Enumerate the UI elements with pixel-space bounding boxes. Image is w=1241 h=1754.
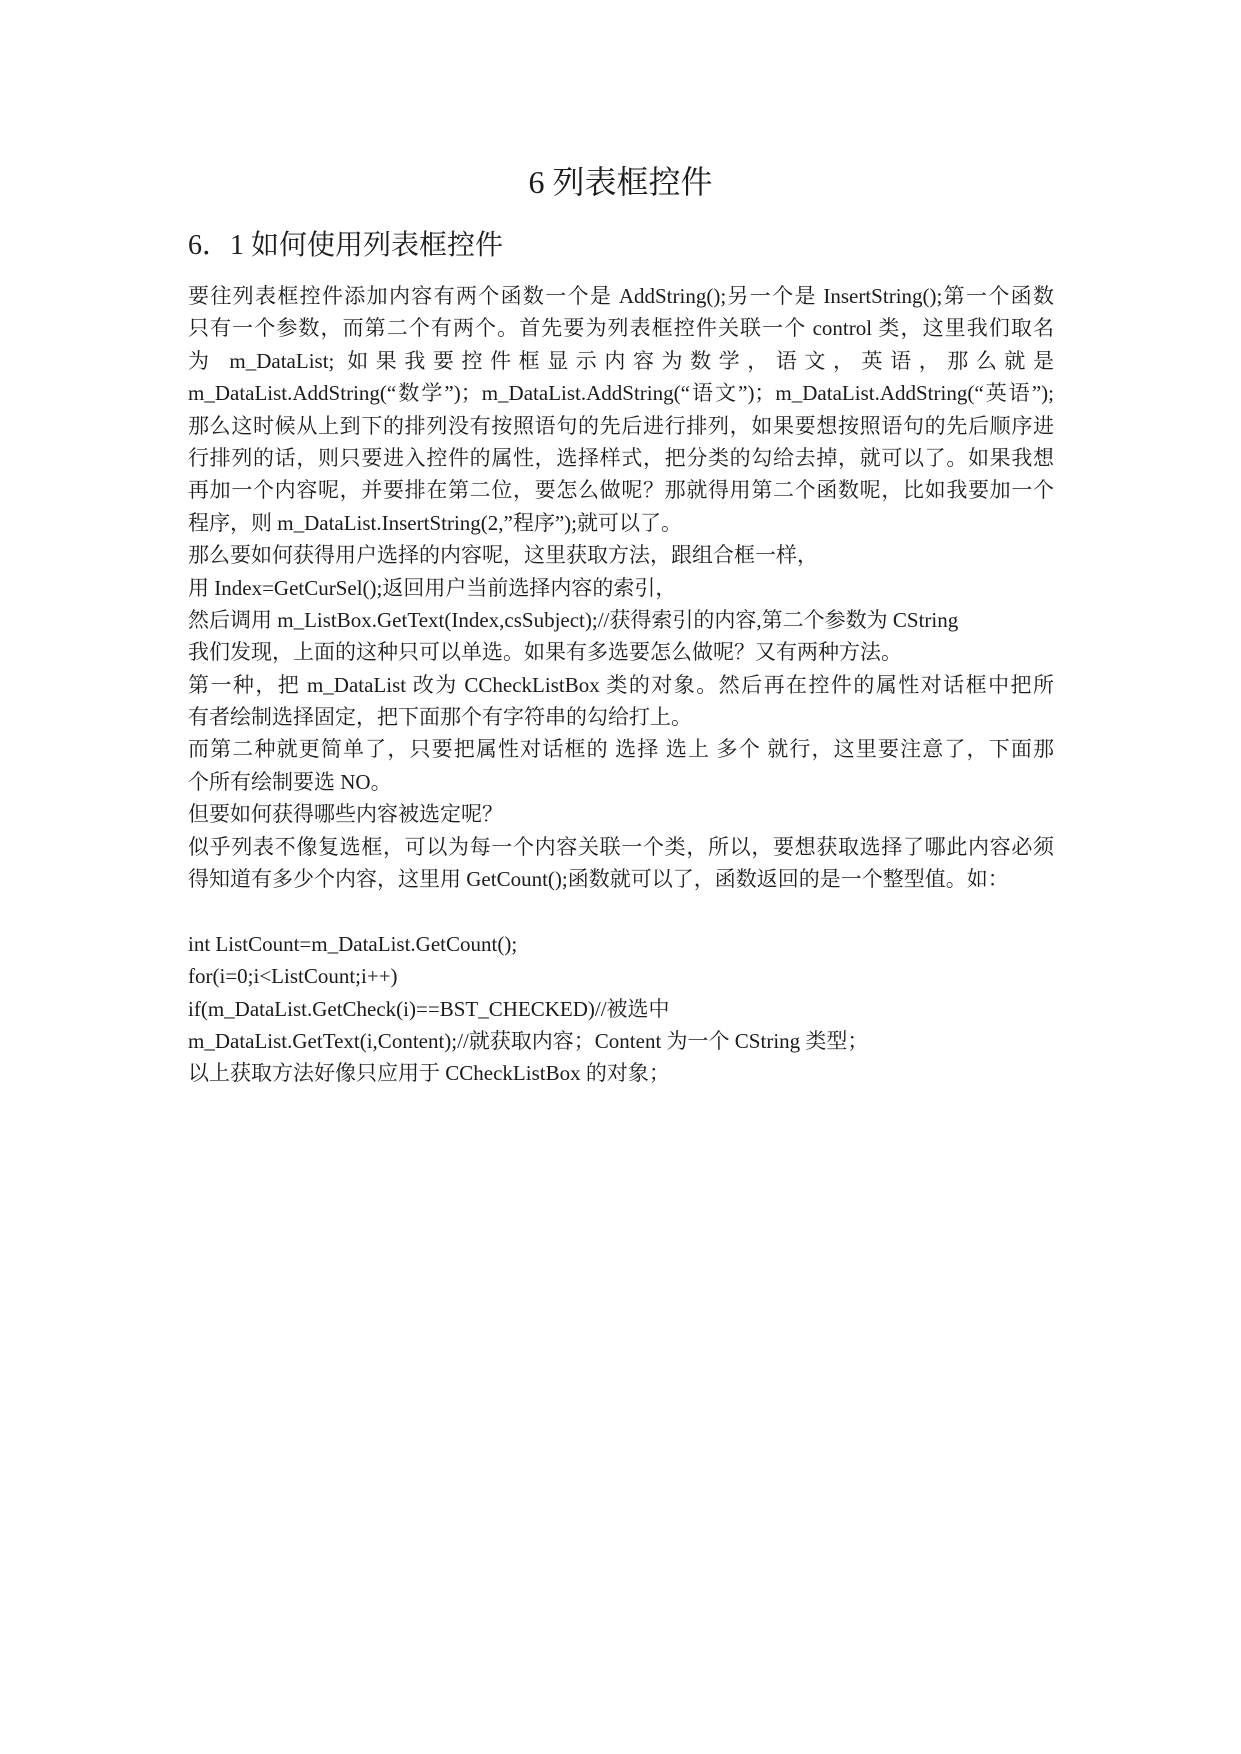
paragraph-line: 用 Index=GetCurSel();返回用户当前选择内容的索引， [188, 575, 677, 600]
paragraph-line: 但要如何获得哪些内容被选定呢？ [188, 802, 503, 827]
code-line: if(m_DataList.GetCheck(i)==BST_CHECKED)//被选中 [188, 996, 670, 1021]
paragraph-line: 只有一个参数，而第二个有两个。首先要为列表框控件关联一个 control 类，这里我们取名 [188, 316, 1054, 341]
code-line: int ListCount=m_DataList.GetCount(); [188, 931, 518, 956]
paragraph-line: 得知道有多少个内容，这里用 GetCount();函数就可以了，函数返回的是一个整型值。如： [188, 867, 1009, 892]
section-heading: 6．1 如何使用列表框控件 [188, 230, 504, 261]
paragraph-line: 似乎列表不像复选框，可以为每一个内容关联一个类，所以，要想获取选择了哪此内容必须 [188, 834, 1054, 859]
paragraph-line: 再加一个内容呢，并要排在第二位，要怎么做呢？那就得用第二个函数呢，比如我要加一个 [188, 478, 1054, 503]
page-title: 6 列表框控件 [528, 164, 713, 200]
paragraph-line: 要往列表框控件添加内容有两个函数一个是 AddString();另一个是 InsertString();第一个函数 [188, 284, 1054, 308]
paragraph-line: 行排列的话，则只要进入控件的属性，选择样式，把分类的勾给去掉，就可以了。如果我想 [188, 445, 1054, 470]
paragraph-line: 然后调用 m_ListBox.GetText(Index,csSubject);//获得索引的内容,第二个参数为 CString [188, 607, 959, 632]
blank-line [188, 895, 1054, 927]
code-line: for(i=0;i<ListCount;i++) [188, 964, 398, 989]
paragraph-line: 而第二种就更简单了，只要把属性对话框的 选择 选上 多个 就行，这里要注意了，下面那 [188, 737, 1054, 762]
code-line: m_DataList.GetText(i,Content);//就获取内容；Content 为一个 CString 类型； [188, 1028, 869, 1053]
paragraph-line: 个所有绘制要选 NO。 [188, 769, 392, 794]
paragraph-line: 我们发现，上面的这种只可以单选。如果有多选要怎么做呢？又有两种方法。 [188, 640, 902, 665]
paragraph-line: 那么要如何获得用户选择的内容呢，这里获取方法，跟组合框一样， [188, 543, 818, 568]
code-line: 以上获取方法好像只应用于 CCheckListBox 的对象； [188, 1061, 670, 1086]
paragraph-line: 为 m_DataList; 如果我要控件框显示内容为数学，语文，英语，那么就是 [188, 348, 1054, 373]
paragraph-line: m_DataList.AddString(“数学”)；m_DataList.AddString(“语文”)；m_DataList.AddString(“英语”); [188, 381, 1054, 406]
paragraph-line: 有者绘制选择固定，把下面那个有字符串的勾给打上。 [188, 705, 692, 730]
paragraph-line: 程序，则 m_DataList.InsertString(2,”程序”);就可以了。 [188, 510, 683, 535]
section-body [188, 280, 1054, 1090]
paragraph-line: 那么这时候从上到下的排列没有按照语句的先后进行排列，如果要想按照语句的先后顺序进 [188, 413, 1054, 438]
paragraph-line: 第一种，把 m_DataList 改为 CCheckListBox 类的对象。然后再在控件的属性对话框中把所 [188, 672, 1054, 697]
